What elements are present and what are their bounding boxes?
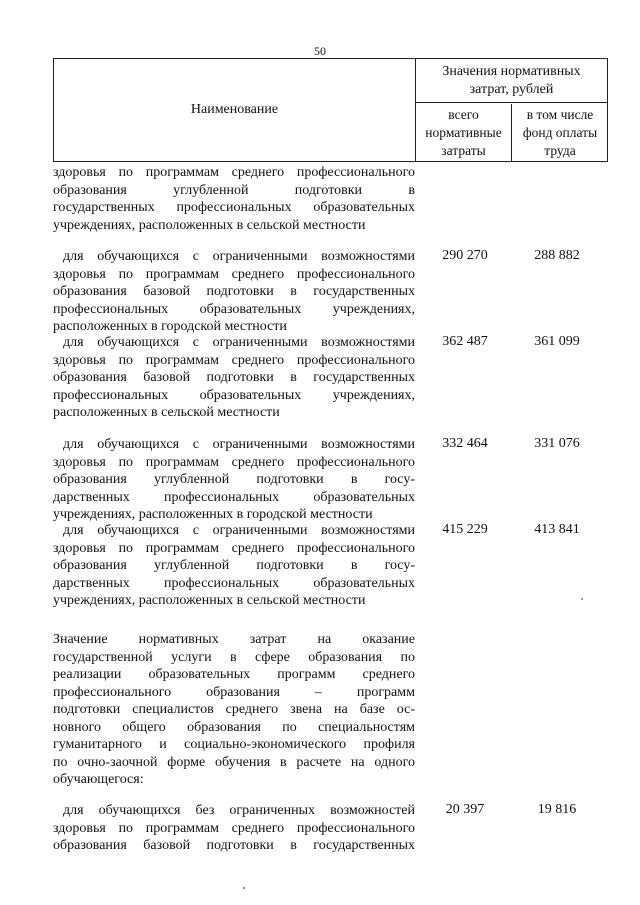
- row-text-line: для обучающихся с ограниченными возможностями: [63, 523, 415, 538]
- row-text-line: дарственных профессиональных образовательных: [53, 575, 415, 591]
- row-text-line: новного общего образования по специальностям: [53, 719, 415, 735]
- row-text-line: образования базовой подготовки в государственных: [53, 284, 415, 299]
- column-header-total-line: всего: [448, 107, 479, 122]
- table-row-name: [53, 334, 415, 422]
- row-text-line: здоровья по программам среднего профессионального: [53, 454, 415, 470]
- row-text-line: образования базовой подготовки в государственных: [53, 370, 415, 385]
- column-header-group-line: затрат, рублей: [469, 82, 554, 97]
- column-header-payroll-line: фонд оплаты: [522, 125, 598, 140]
- table-row-name: [53, 802, 415, 855]
- row-text-line: здоровья по программам среднего профессионального: [53, 352, 415, 368]
- row-text-line: дарственных профессиональных образовательных: [53, 489, 415, 505]
- row-total-value: 415 229: [442, 522, 488, 537]
- row-text-line: для обучающихся без ограниченных возможностей: [63, 803, 415, 818]
- row-text-line: профессиональных образовательных учреждениях,: [53, 387, 415, 403]
- column-header-total: [416, 104, 512, 161]
- column-header-group: [416, 59, 607, 103]
- section-paragraph: [53, 631, 415, 789]
- page-number: 50: [314, 44, 326, 58]
- row-text-line: гуманитарного и социально-экономического профиля: [53, 737, 415, 752]
- row-text-line: образования базовой подготовки в государственных: [53, 838, 415, 853]
- table-header: [53, 58, 608, 162]
- scan-speck: [581, 598, 583, 600]
- table-row-name: [53, 436, 415, 524]
- row-total-value: 332 464: [442, 436, 488, 451]
- row-text-line: образования углубленной подготовки в: [53, 182, 415, 198]
- column-header-payroll-line: труда: [544, 143, 576, 158]
- table-row-name: [53, 164, 415, 234]
- row-text-line: для обучающихся с ограниченными возможностями: [63, 249, 415, 264]
- row-text-line: учреждениях, расположенных в городской местности: [53, 507, 373, 522]
- row-text-line: образования углубленной подготовки в госу-: [53, 558, 415, 573]
- row-text-line: образования углубленной подготовки в госу-: [53, 472, 415, 487]
- row-text-line: здоровья по программам среднего профессионального: [53, 165, 415, 180]
- row-total-value: 290 270: [442, 248, 488, 263]
- column-header-total-line: нормативные: [425, 125, 502, 140]
- row-total-value: 20 397: [445, 802, 485, 817]
- row-payroll-value: 413 841: [534, 522, 580, 537]
- table-row-name: [53, 522, 415, 610]
- row-payroll-value: 288 882: [534, 248, 580, 263]
- column-header-total-line: затраты: [441, 143, 486, 158]
- row-text-line: подготовки специалистов среднего звена на базе ос-: [53, 702, 415, 717]
- row-text-line: здоровья по программам среднего профессионального: [53, 266, 415, 282]
- row-text-line: здоровья по программам среднего профессионального: [53, 820, 415, 836]
- row-total-value: 362 487: [442, 334, 488, 349]
- row-text-line: обучающегося:: [53, 772, 144, 787]
- row-text-line: профессиональных образовательных учреждениях,: [53, 301, 415, 317]
- column-header-group-line: Значения нормативных: [442, 64, 581, 79]
- row-text-line: по очно-заочной форме обучения в расчете на одного: [53, 754, 415, 770]
- row-text-line: учреждениях, расположенных в сельской местности: [53, 593, 366, 608]
- row-text-line: расположенных в городской местности: [53, 319, 287, 334]
- row-text-line: государственной услуги в сфере образования по: [53, 649, 415, 665]
- column-header-payroll-line: в том числе: [526, 107, 594, 122]
- table-row-name: [53, 248, 415, 336]
- scan-speck: [243, 887, 245, 889]
- row-text-line: здоровья по программам среднего профессионального: [53, 540, 415, 556]
- row-text-line: расположенных в сельской местности: [53, 405, 280, 420]
- row-text-line: Значение нормативных затрат на оказание: [53, 632, 415, 647]
- row-text-line: государственных профессиональных образовательных: [53, 200, 415, 215]
- row-text-line: для обучающихся с ограниченными возможностями: [63, 437, 415, 452]
- row-payroll-value: 331 076: [534, 436, 580, 451]
- row-payroll-value: 19 816: [537, 802, 577, 817]
- row-text-line: учреждениях, расположенных в сельской местности: [53, 217, 366, 233]
- column-header-payroll: [513, 104, 607, 161]
- row-payroll-value: 361 099: [534, 334, 580, 349]
- column-header-name: Наименование: [54, 59, 416, 161]
- row-text-line: реализации образовательных программ среднего: [53, 667, 415, 682]
- row-text-line: профессионального образования – программ: [53, 684, 415, 700]
- row-text-line: для обучающихся с ограниченными возможностями: [63, 335, 415, 350]
